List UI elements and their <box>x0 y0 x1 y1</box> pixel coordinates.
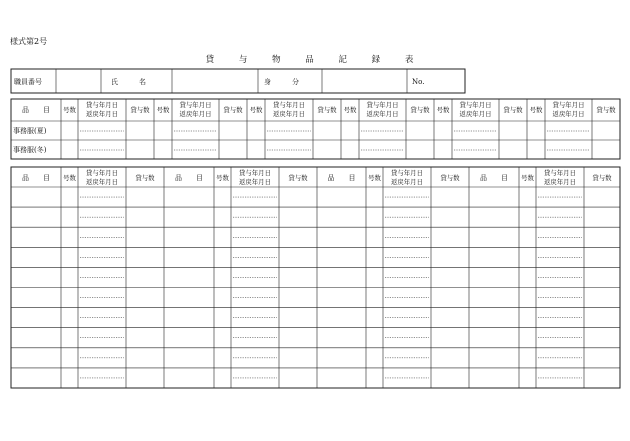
column-header-item: 品 目 <box>22 106 50 114</box>
column-header-size: 号数 <box>156 106 170 114</box>
column-header-return-date: 返戻年月日 <box>273 110 305 118</box>
column-header-return-date: 返戻年月日 <box>552 110 585 118</box>
column-header-lend-date: 貸与年月日 <box>366 101 399 109</box>
column-header-quantity: 貸与数 <box>503 106 523 114</box>
column-header-lend-date: 貸与年月日 <box>86 169 118 177</box>
column-header-quantity: 貸与数 <box>440 174 460 182</box>
column-header-return-date: 返戻年月日 <box>239 178 271 186</box>
column-header-size: 号数 <box>343 106 357 114</box>
uniform-table <box>11 99 620 159</box>
column-header-quantity: 貸与数 <box>596 106 616 114</box>
column-header-return-date: 返戻年月日 <box>179 110 212 118</box>
column-header-item: 品 目 <box>22 174 50 182</box>
column-header-lend-date: 貸与年月日 <box>544 169 576 177</box>
column-header-quantity: 貸与数 <box>592 174 612 182</box>
column-header-lend-date: 貸与年月日 <box>552 101 585 109</box>
column-header-size: 号数 <box>249 106 263 114</box>
row-label-winter-uniform: 事務服(冬) <box>13 146 47 154</box>
column-header-size: 号数 <box>216 174 229 182</box>
column-header-size: 号数 <box>529 106 543 114</box>
column-header-size: 号数 <box>521 174 534 182</box>
no-label: No. <box>412 78 425 86</box>
name-label: 氏 名 <box>111 78 146 86</box>
column-header-return-date: 返戻年月日 <box>459 110 492 118</box>
column-header-quantity: 貸与数 <box>130 106 150 114</box>
column-header-size: 号数 <box>63 174 76 182</box>
column-header-size: 号数 <box>436 106 450 114</box>
position-label: 身 分 <box>264 78 299 86</box>
column-header-return-date: 返戻年月日 <box>86 178 118 186</box>
column-header-item: 品 目 <box>327 174 356 182</box>
column-header-return-date: 返戻年月日 <box>366 110 399 118</box>
column-header-lend-date: 貸与年月日 <box>179 101 212 109</box>
column-header-return-date: 返戻年月日 <box>86 110 118 118</box>
row-label-summer-uniform: 事務服(夏) <box>13 127 47 135</box>
column-header-lend-date: 貸与年月日 <box>86 101 118 109</box>
column-header-size: 号数 <box>368 174 381 182</box>
column-header-lend-date: 貸与年月日 <box>459 101 492 109</box>
header-row <box>11 69 465 93</box>
column-header-return-date: 返戻年月日 <box>391 178 423 186</box>
column-header-lend-date: 貸与年月日 <box>239 169 271 177</box>
column-header-lend-date: 貸与年月日 <box>273 101 305 109</box>
column-header-lend-date: 貸与年月日 <box>391 169 423 177</box>
employee-no-label: 職員番号 <box>14 78 42 86</box>
column-header-item: 品 目 <box>175 174 203 182</box>
column-header-quantity: 貸与数 <box>135 174 155 182</box>
form-number: 様式第2号 <box>10 37 48 46</box>
column-header-quantity: 貸与数 <box>410 106 430 114</box>
column-header-item: 品 目 <box>480 174 508 182</box>
column-header-quantity: 貸与数 <box>288 174 308 182</box>
column-header-quantity: 貸与数 <box>223 106 243 114</box>
column-header-quantity: 貸与数 <box>317 106 337 114</box>
column-header-return-date: 返戻年月日 <box>544 178 576 186</box>
page-title: 貸 与 物 品 記 録 表 <box>205 55 425 65</box>
column-header-size: 号数 <box>63 106 76 114</box>
items-table <box>11 167 620 388</box>
